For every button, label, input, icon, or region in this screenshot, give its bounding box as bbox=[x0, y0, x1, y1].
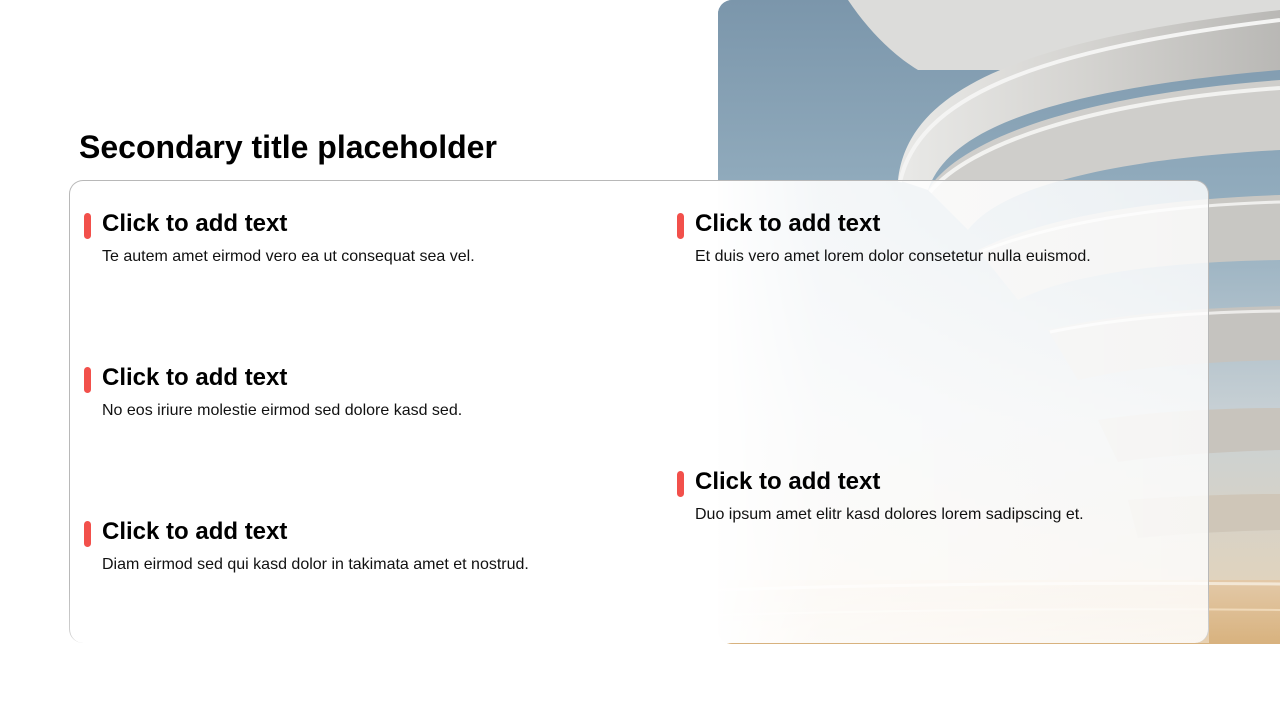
accent-bar-icon bbox=[677, 213, 684, 239]
item-body[interactable]: No eos iriure molestie eirmod sed dolore kasd sed. bbox=[102, 402, 463, 419]
accent-bar-icon bbox=[677, 471, 684, 497]
item-heading[interactable]: Click to add text bbox=[102, 518, 288, 545]
item-heading[interactable]: Click to add text bbox=[102, 210, 288, 237]
item-body[interactable]: Et duis vero amet lorem dolor consetetur nulla euismod. bbox=[695, 248, 1091, 265]
item-heading[interactable]: Click to add text bbox=[102, 364, 288, 391]
content-item-2 bbox=[84, 361, 604, 431]
content-item-5 bbox=[677, 465, 1197, 535]
page-title[interactable]: Secondary title placeholder bbox=[79, 129, 497, 165]
content-item-1 bbox=[84, 207, 604, 277]
item-body[interactable]: Te autem amet eirmod vero ea ut consequat sea vel. bbox=[102, 248, 475, 265]
item-body[interactable]: Duo ipsum amet elitr kasd dolores lorem sadipscing et. bbox=[695, 506, 1084, 523]
content-item-3 bbox=[84, 515, 604, 585]
item-heading[interactable]: Click to add text bbox=[695, 468, 881, 495]
item-heading[interactable]: Click to add text bbox=[695, 210, 881, 237]
accent-bar-icon bbox=[84, 213, 91, 239]
item-body[interactable]: Diam eirmod sed qui kasd dolor in takimata amet et nostrud. bbox=[102, 556, 529, 573]
accent-bar-icon bbox=[84, 521, 91, 547]
content-item-4 bbox=[677, 207, 1197, 277]
accent-bar-icon bbox=[84, 367, 91, 393]
